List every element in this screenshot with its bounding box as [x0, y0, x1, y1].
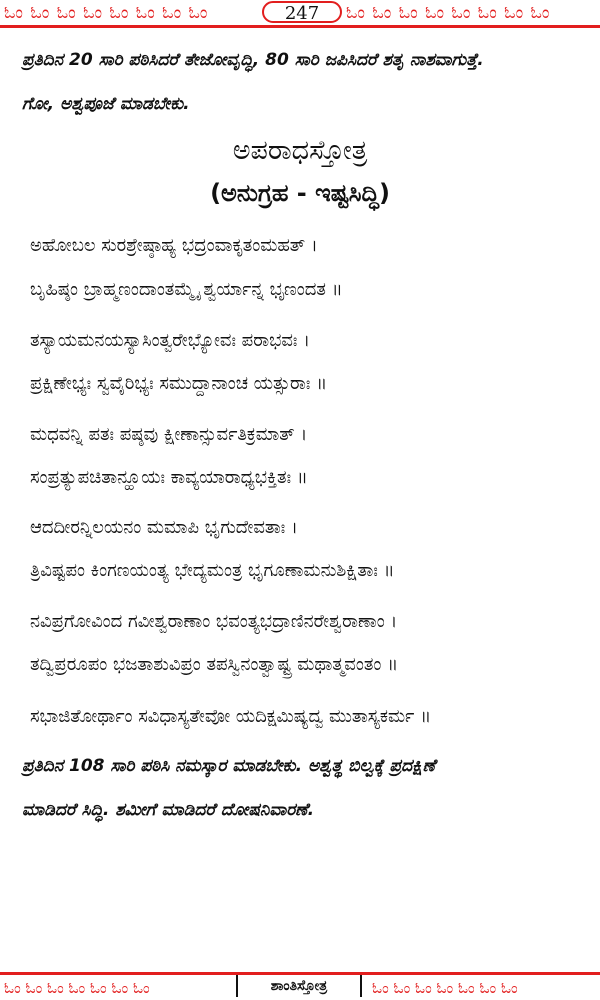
closing-line-1: ಪ್ರತಿದಿನ 108 ಸಾರಿ ಪಠಿಸಿ ನಮಸ್ಕಾರ ಮಾಡಬೇಕು. ಅಶ್ವತ್ಥ ಬಿಲ್ವಕ್ಕೆ ಪ್ರದಕ್ಷಿಣೆ — [22, 756, 436, 776]
intro-line-1: ಪ್ರತಿದಿನ 20 ಸಾರಿ ಪಠಿಸಿದರೆ ತೇಜೋವೃದ್ಧಿ, 80 ಸಾರಿ ಜಪಿಸಿದರೆ ಶತೃ ನಾಶವಾಗುತ್ತೆ. — [22, 50, 484, 70]
verse-line-1: ಅಹೋಬಲ ಸುರಶ್ರೇಷ್ಠಾಹ್ಯ ಭದ್ರಂವಾಕೃತಂಮಹತ್ । — [30, 235, 318, 256]
header-om-pattern-right: ಓಂ ಓಂ ಓಂ ಓಂ ಓಂ ಓಂ ಓಂ ಓಂ — [346, 3, 551, 23]
verse-line-10: ತದ್ವಿಪ್ರರೂಪಂ ಭಜತಾಶುವಿಪ್ರಂ ತಪಸ್ವಿನಂತ್ವಾಷ್ಟ್ರ ಮಥಾತ್ಮವಂತಂ ॥ — [30, 654, 399, 675]
verse-line-5: ಮಧವನ್ನಿ ಪತಃ ಪಷ್ಠವು ಕ್ಷೀಣಾನ್ಸುರ್ವತಿಕ್ರಮಾತ್ । — [30, 424, 308, 445]
page-footer — [0, 972, 600, 1000]
verse-line-4: ಪ್ರಕ್ಷಿಣೇಭ್ಯಃ ಸ್ವವೈರಿಭ್ಯಃ ಸಮುದ್ದಾನಾಂಚ ಯತ್ಸುರಾಃ ॥ — [30, 373, 328, 394]
verse-line-9: ನವಿಪ್ರಗೋವಿಂದ ಗವೀಶ್ವರಾಣಾಂ ಭವಂತ್ಯಭದ್ರಾಣಿನರೇಶ್ವರಾಣಾಂ । — [30, 611, 398, 632]
footer-section-label: ಶಾಂತಿಸ್ತೋತ್ರ — [236, 975, 362, 997]
verse-line-3: ತಸ್ಯಾಯಮನಯಸ್ಯಾಸಿಂತ್ವರೇಭ್ಯೋವಃ ಪರಾಭವಃ । — [30, 330, 310, 351]
verse-line-11: ಸಭಾಜಿತೋರ್ಥಾಂ ಸವಿಧಾಸ್ಯತೇವೋ ಯದಿಕ್ಷಮಿಷ್ಯದ್ವ ಮುತಾಸ್ಯಕರ್ಮ ॥ — [30, 706, 432, 727]
footer-om-pattern-left: ಓಂ ಓಂ ಓಂ ಓಂ ಓಂ ಓಂ ಓಂ — [4, 979, 150, 997]
intro-line-2: ಗೋ, ಅಶ್ವಪೂಜೆ ಮಾಡಬೇಕು. — [22, 94, 190, 114]
page-number: 247 — [262, 1, 342, 23]
header-om-pattern-left: ಓಂ ಓಂ ಓಂ ಓಂ ಓಂ ಓಂ ಓಂ ಓಂ — [4, 3, 209, 23]
closing-line-2: ಮಾಡಿದರೆ ಸಿದ್ಧಿ. ಶಮೀಗೆ ಮಾಡಿದರೆ ದೋಷನಿವಾರಣೆ. — [22, 800, 315, 820]
verse-line-8: ತ್ರಿವಿಷ್ಟಪಂ ಕಿಂಗಣಯಂತ್ಯ ಭೇದ್ಯಮಂತ್ರ ಭೃಗೂಣಾಮನುಶಿಕ್ಷಿತಾಃ ॥ — [30, 560, 395, 581]
verse-line-2: ಬೃಹಿಷ್ಠಂ ಬ್ರಾಹ್ಮಣಂದಾಂತಮ್ಮೈ ಶ್ವರ್ಯಾನ್ನ ಭೃಣಂದತ ॥ — [30, 279, 343, 300]
stotra-title: ಅಪರಾಧಸ್ತೋತ್ರ — [232, 135, 368, 166]
page-header — [0, 0, 600, 30]
header-divider — [0, 25, 600, 28]
stotra-subtitle: (ಅನುಗ್ರಹ - ಇಷ್ಟಸಿದ್ಧಿ) — [210, 179, 390, 207]
footer-om-pattern-right: ಓಂ ಓಂ ಓಂ ಓಂ ಓಂ ಓಂ ಓಂ — [372, 979, 518, 997]
verse-line-7: ಆದದೀರನ್ನಿಲಯನಂ ಮಮಾಪಿ ಭೃಗುದೇವತಾಃ । — [30, 517, 298, 538]
verse-line-6: ಸಂಪ್ರತ್ಯುಪಚಿತಾನ್ಹೂಯಃ ಕಾವ್ಯಯಾರಾಧ್ಯಭಕ್ತಿತಃ ॥ — [30, 467, 308, 488]
